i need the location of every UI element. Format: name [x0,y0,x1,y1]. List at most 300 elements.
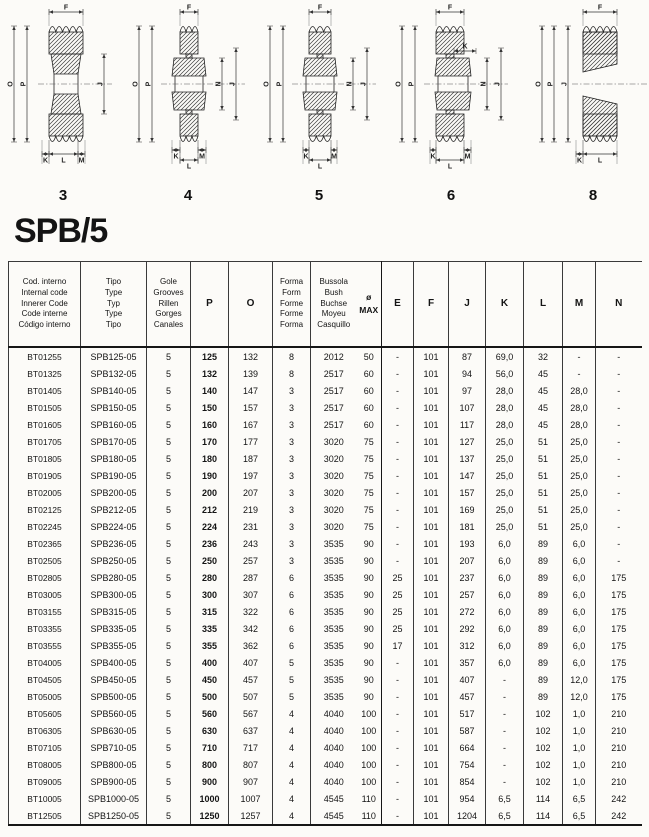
table-cell: 6,5 [563,790,596,807]
table-cell: BT05605 [9,705,81,722]
table-cell: 210 [611,776,627,787]
table-cell: SPB132-05 [81,365,147,382]
table-row [9,637,642,654]
table-cell: 25,0 [486,518,524,535]
column-header-j [449,262,486,348]
table-cell: BT01705 [9,433,81,450]
table-cell: 6 [273,603,311,620]
table-cell: 292 [449,620,486,637]
table-cell: 6,0 [486,603,524,620]
diagram-number: 5 [314,187,324,204]
diagram-number: 6 [446,187,456,204]
table-cell: 177 [229,433,273,450]
header-line: MAX [359,305,379,315]
header-line: Type [104,309,123,319]
table-cell: SPB140-05 [81,382,147,399]
table-cell: 357 [449,654,486,671]
table-cell: SPB300-05 [81,586,147,603]
table-cell: 25,0 [486,484,524,501]
table-cell: 25,0 [486,501,524,518]
table-cell: 51 [524,518,563,535]
table-cell: 5 [147,501,191,518]
table-cell: 6,0 [486,620,524,637]
table-cell: 907 [229,773,273,790]
table-cell: 101 [414,467,449,484]
table-cell: 6 [273,586,311,603]
table-cell: 101 [414,586,449,603]
table-cell: BT02505 [9,552,81,569]
table-cell: BT10005 [9,790,81,807]
table-cell: 210 [611,742,627,753]
table-row [9,467,642,484]
spec-table [8,261,642,826]
table-cell: SPB236-05 [81,535,147,552]
table-row [9,586,642,603]
table-cell: 3535 [323,623,344,634]
table-cell: 101 [414,790,449,807]
dim-label: J [360,82,368,86]
table-cell: SPB500-05 [81,688,147,705]
table-cell: 6 [273,637,311,654]
table-cell: - [486,671,524,688]
table-cell: SPB150-05 [81,399,147,416]
dim-label: K [42,157,49,165]
table-cell: 12,0 [563,688,596,705]
table-cell: 45 [524,365,563,382]
table-cell: 3 [273,433,311,450]
table-cell: 287 [229,569,273,586]
table-cell: 60 [357,416,382,433]
table-cell: 754 [449,756,486,773]
table-cell: - [617,368,621,379]
table-cell: 169 [449,501,486,518]
table-cell: 5 [147,552,191,569]
table-cell: 8 [273,347,311,365]
pulley-diagram-form-8 [530,2,649,204]
table-cell: BT02125 [9,501,81,518]
table-row [9,722,642,739]
header-line: Cod. interno [22,277,67,286]
table-cell: 5 [147,382,191,399]
dim-label: O [263,81,271,87]
table-cell: 3535 [323,691,344,702]
header-line: Gorges [155,309,182,319]
table-cell: 101 [414,807,449,825]
table-cell: 90 [357,535,382,552]
table-cell: - [382,399,414,416]
table-cell: 28,0 [486,399,524,416]
dim-label: L [61,157,66,165]
table-cell: - [617,538,621,549]
table-cell: - [382,416,414,433]
table-cell: 137 [449,450,486,467]
dim-label: L [317,163,323,171]
table-cell: 6,5 [486,807,524,825]
header-line: Typ [107,298,120,308]
column-header-max [357,262,382,348]
table-cell: 89 [524,654,563,671]
dim-label: N [480,81,488,87]
table-cell: 2012 [323,351,344,362]
header-line: K [500,298,509,310]
table-cell: 5 [147,433,191,450]
table-cell: 175 [611,623,627,634]
table-cell: SPB355-05 [81,637,147,654]
table-cell: 5 [147,518,191,535]
table-cell: 207 [229,484,273,501]
table-cell: 5 [147,807,191,825]
table-cell: BT02005 [9,484,81,501]
table-cell: - [617,436,621,447]
table-row [9,365,642,382]
table-cell: 242 [611,793,627,804]
table-cell: 2517 [323,419,344,430]
table-cell: 90 [357,671,382,688]
table-cell: 56,0 [486,365,524,382]
dim-label: M [199,153,205,161]
table-cell: - [486,756,524,773]
table-cell: BT03155 [9,603,81,620]
table-cell: SPB125-05 [81,347,147,365]
table-cell: BT01325 [9,365,81,382]
table-cell: 2517 [323,385,344,396]
header-line: Buchse [320,298,348,308]
table-cell: 12,0 [563,671,596,688]
table-cell: - [617,385,621,396]
pulley-diagram-form-5 [256,2,382,204]
dim-label: F [186,4,192,12]
table-cell: 800 [191,756,229,773]
dim-label: L [597,157,603,165]
table-cell: 181 [449,518,486,535]
table-cell: 6,0 [486,569,524,586]
header-line: M [574,298,584,310]
header-line: Bussola [319,277,348,286]
table-cell: 89 [524,535,563,552]
table-cell: 1257 [229,807,273,825]
table-cell: 3535 [323,589,344,600]
table-cell: 3020 [323,521,344,532]
table-cell: BT03555 [9,637,81,654]
table-cell: 5 [147,603,191,620]
dim-label: F [597,4,603,12]
table-cell: 90 [357,637,382,654]
table-cell: 4040 [323,725,344,736]
dim-label: J [229,82,237,86]
table-cell: 89 [524,586,563,603]
header-line: Tipo [105,277,122,286]
table-cell: 100 [357,756,382,773]
table-cell: 717 [229,739,273,756]
table-cell: 5 [147,722,191,739]
table-cell: 4 [273,790,311,807]
table-row [9,433,642,450]
dim-label: P [547,81,555,87]
table-cell: 101 [414,739,449,756]
table-cell: SPB450-05 [81,671,147,688]
table-cell: 90 [357,586,382,603]
table-cell: 5 [147,688,191,705]
table-cell: 5 [147,620,191,637]
column-header-bush [311,262,357,348]
table-cell: 101 [414,501,449,518]
header-line: Forma [279,320,304,330]
column-header-k [486,262,524,348]
table-cell: - [382,807,414,825]
table-cell: 257 [229,552,273,569]
table-cell: 101 [414,603,449,620]
table-cell: SPB710-05 [81,739,147,756]
table-cell: - [382,654,414,671]
table-cell: 160 [191,416,229,433]
table-cell: - [617,419,621,430]
table-row [9,620,642,637]
header-line: Innerer Code [21,298,68,308]
table-cell: 6,5 [563,807,596,825]
table-cell: BT07105 [9,739,81,756]
table-cell: - [382,382,414,399]
table-row [9,450,642,467]
table-cell: 89 [524,688,563,705]
table-cell: - [617,402,621,413]
table-cell: 3535 [323,572,344,583]
table-cell: 101 [414,637,449,654]
table-cell: 28,0 [563,416,596,433]
header-line: Internal code [21,287,68,297]
table-cell: 342 [229,620,273,637]
table-cell: 17 [382,637,414,654]
table-cell: 4545 [323,793,344,804]
dim-label: M [464,153,471,161]
table-cell: SPB200-05 [81,484,147,501]
header-line: Tipo [105,320,122,330]
table-cell: 231 [229,518,273,535]
table-cell: 60 [357,399,382,416]
table-cell: 45 [524,382,563,399]
table-cell: 4040 [323,776,344,787]
table-cell: 101 [414,671,449,688]
table-cell: 300 [191,586,229,603]
table-cell: 457 [449,688,486,705]
table-cell: 3 [273,535,311,552]
table-cell: SPB280-05 [81,569,147,586]
table-cell: 101 [414,382,449,399]
table-cell: 219 [229,501,273,518]
header-line: L [539,298,547,310]
table-body [9,347,642,825]
table-cell: 1,0 [563,756,596,773]
table-cell: 102 [524,756,563,773]
table-cell: 25 [382,603,414,620]
table-cell: SPB335-05 [81,620,147,637]
table-row [9,654,642,671]
table-cell: 8 [273,365,311,382]
table-cell: 6,0 [486,654,524,671]
dim-label: J [494,82,502,86]
table-cell: 355 [191,637,229,654]
table-row [9,773,642,790]
table-cell: 25,0 [563,484,596,501]
table-cell: BT01405 [9,382,81,399]
table-cell: 250 [191,552,229,569]
table-cell: 150 [191,399,229,416]
table-cell: 175 [611,691,627,702]
table-cell: 5 [147,450,191,467]
table-cell: 6,0 [563,637,596,654]
column-header-form [273,262,311,348]
table-cell: 157 [449,484,486,501]
header-line: Forme [279,298,304,308]
table-cell: - [486,722,524,739]
header-line: N [615,298,623,310]
table-cell: 4 [273,705,311,722]
table-cell: 100 [357,739,382,756]
table-cell: BT08005 [9,756,81,773]
table-cell: 5 [147,569,191,586]
table-cell: 3535 [323,555,344,566]
column-header-f [414,262,449,348]
header-line: P [206,298,213,310]
table-cell: 3 [273,518,311,535]
table-cell: - [382,739,414,756]
header-line: Type [104,287,123,297]
table-cell: - [382,688,414,705]
table-cell: BT06305 [9,722,81,739]
table-cell: 117 [449,416,486,433]
column-header-grooves [147,262,191,348]
table-cell: 193 [449,535,486,552]
table-cell: 101 [414,535,449,552]
table-cell: 32 [524,347,563,365]
table-cell: 3 [273,552,311,569]
table-cell: 1,0 [563,739,596,756]
table-cell: SPB180-05 [81,450,147,467]
table-cell: 257 [449,586,486,603]
table-row [9,484,642,501]
dim-label: P [20,81,28,87]
table-cell: 507 [229,688,273,705]
table-row [9,671,642,688]
table-cell: 6,0 [563,552,596,569]
table-cell: 139 [229,365,273,382]
table-cell: 101 [414,620,449,637]
table-row [9,552,642,569]
table-cell: 6 [273,569,311,586]
dim-label: P [276,81,284,87]
dim-label: L [447,163,453,171]
table-cell: 517 [449,705,486,722]
table-cell: 6,0 [563,586,596,603]
table-cell: 236 [191,535,229,552]
table-cell: 6,0 [563,569,596,586]
table-row [9,518,642,535]
header-line: E [394,298,401,310]
table-cell: - [617,504,621,515]
header-line: Gole [160,277,177,286]
table-cell: 637 [229,722,273,739]
table-cell: 5 [147,365,191,382]
dim-label: J [561,82,569,86]
table-cell: 362 [229,637,273,654]
table-cell: 224 [191,518,229,535]
diagram-number: 8 [588,187,598,204]
table-cell: - [382,467,414,484]
header-line: J [464,298,470,310]
header-line: Código interno [18,320,71,330]
header-line: Form [282,287,301,297]
table-cell: 587 [449,722,486,739]
header-line: Grooves [153,287,184,297]
table-cell: 1000 [191,790,229,807]
table-cell: BT01505 [9,399,81,416]
table-cell: 5 [147,773,191,790]
table-cell: 175 [611,640,627,651]
table-cell: 51 [524,484,563,501]
table-cell: 100 [357,773,382,790]
table-cell: 28,0 [486,416,524,433]
table-cell: 101 [414,569,449,586]
table-cell: 242 [611,810,627,821]
header-line: Moyeu [321,309,346,319]
header-line: F [427,298,435,310]
table-cell: 3 [273,484,311,501]
table-cell: 5 [273,654,311,671]
table-cell: 89 [524,603,563,620]
dim-label: P [408,81,416,87]
table-cell: 2517 [323,368,344,379]
table-cell: 6,0 [486,637,524,654]
table-cell: 5 [147,586,191,603]
table-cell: SPB400-05 [81,654,147,671]
table-cell: 101 [414,552,449,569]
table-cell: 3020 [323,487,344,498]
table-cell: - [382,756,414,773]
table-cell: 3020 [323,470,344,481]
table-row [9,705,642,722]
table-cell: 101 [414,365,449,382]
table-cell: - [617,521,621,532]
table-cell: 147 [229,382,273,399]
table-cell: 89 [524,637,563,654]
table-cell: SPB630-05 [81,722,147,739]
table-cell: 175 [611,606,627,617]
table-cell: 101 [414,773,449,790]
table-cell: - [617,453,621,464]
table-cell: 407 [449,671,486,688]
table-cell: 630 [191,722,229,739]
pulley-drawing-4 [125,2,251,178]
table-cell: - [382,450,414,467]
header-line: O [246,298,255,310]
table-cell: 51 [524,501,563,518]
table-cell: BT03355 [9,620,81,637]
table-cell: 560 [191,705,229,722]
table-cell: 45 [524,416,563,433]
table-cell: 1,0 [563,773,596,790]
column-header-n [596,262,642,348]
table-cell: 114 [524,790,563,807]
table-cell: - [617,487,621,498]
table-cell: 190 [191,467,229,484]
diagram-number: 3 [58,187,68,204]
dim-label: K [173,153,179,161]
table-cell: 60 [357,365,382,382]
table-cell: 102 [524,773,563,790]
table-cell: 114 [524,807,563,825]
table-cell: 87 [449,347,486,365]
table-cell: 3535 [323,538,344,549]
table-cell: 175 [611,657,627,668]
